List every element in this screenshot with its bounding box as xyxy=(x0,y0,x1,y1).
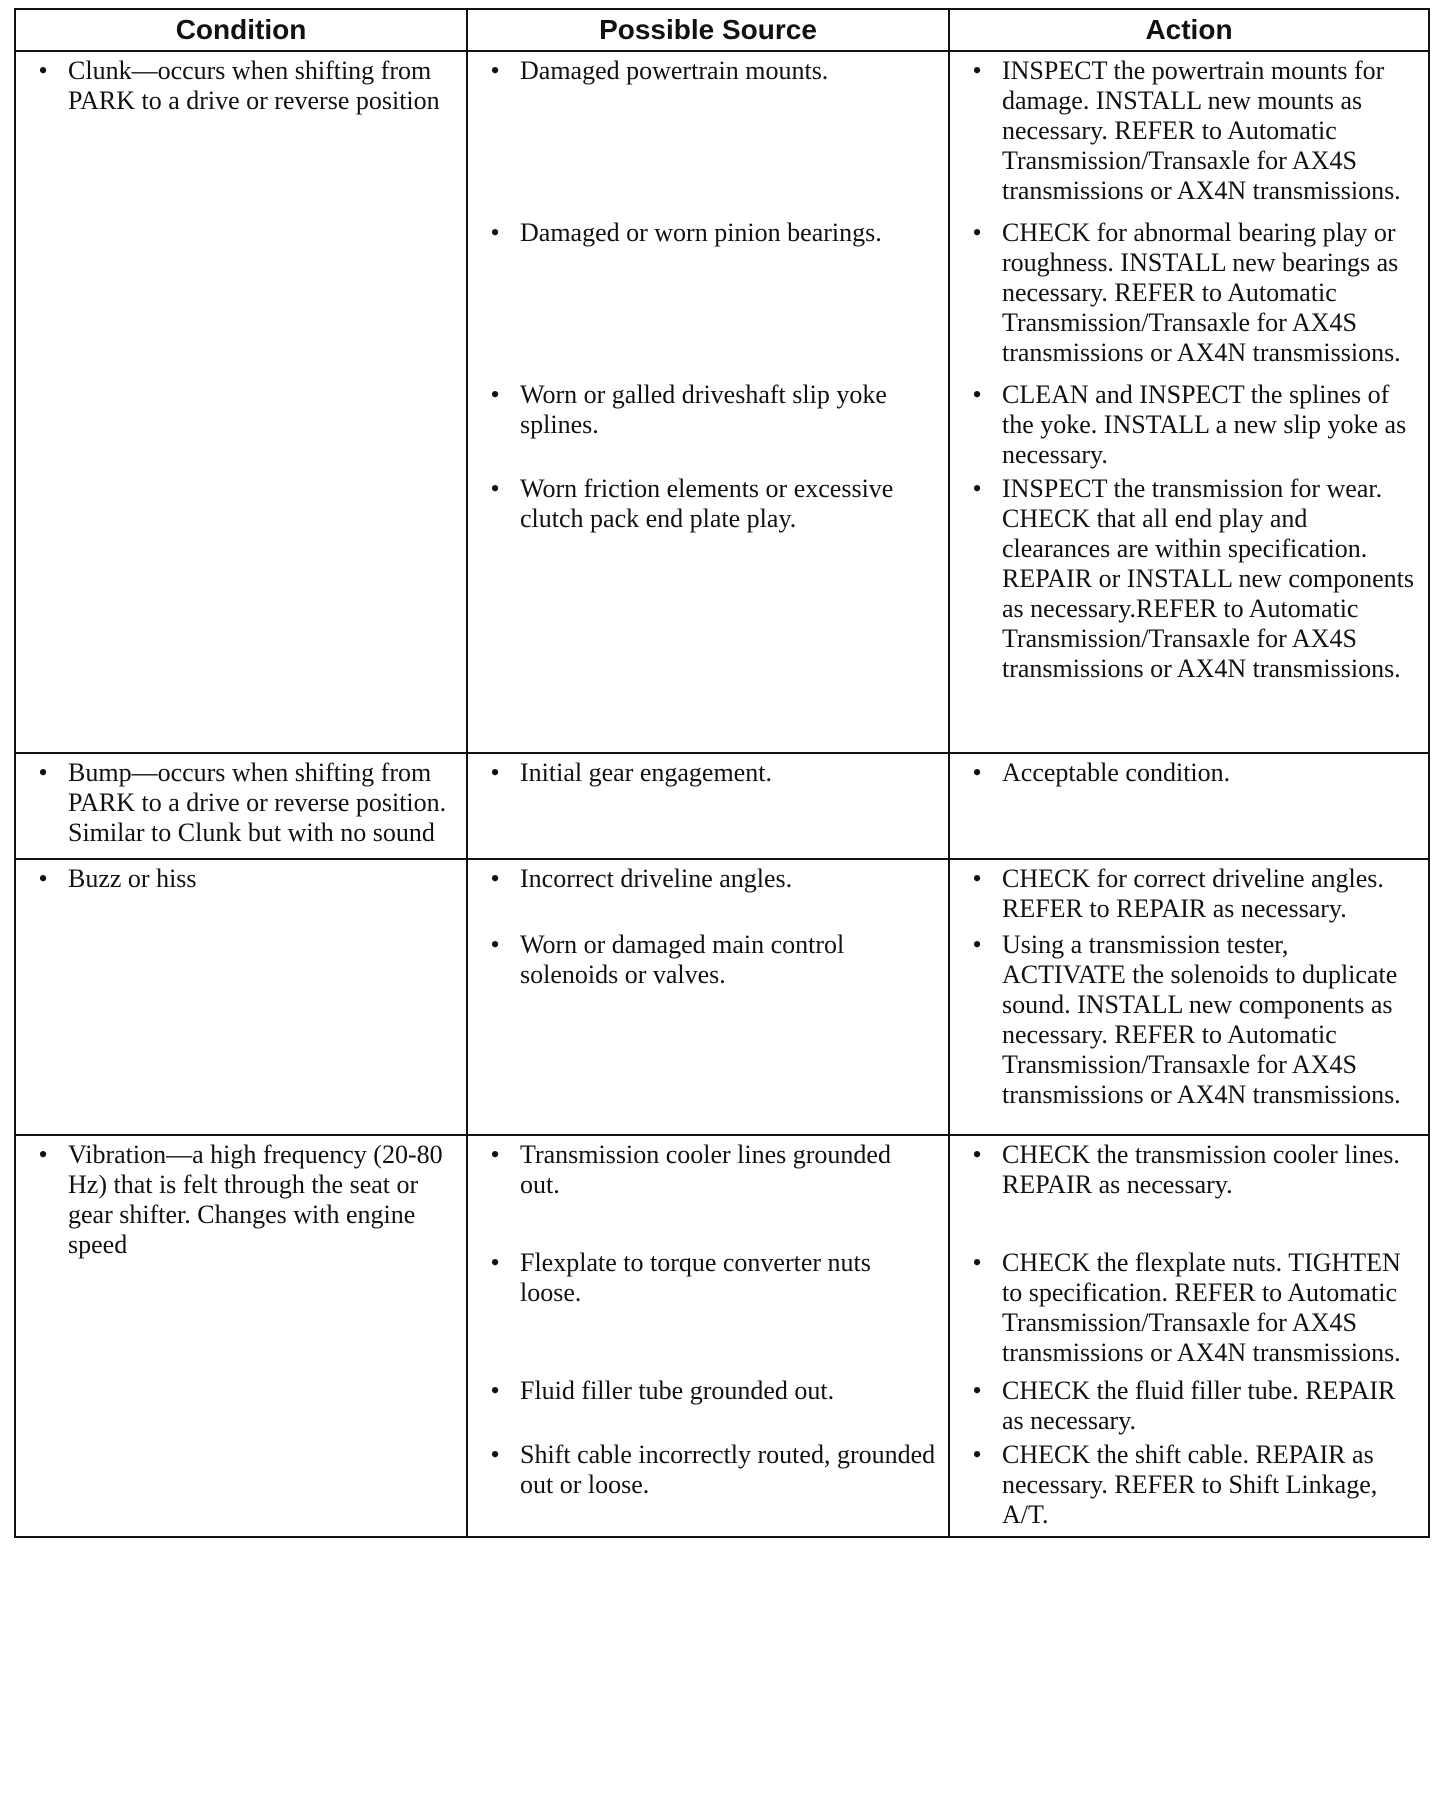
source-entry-text: Incorrect driveline angles. xyxy=(520,864,793,893)
source-entry-text: Fluid filler tube grounded out. xyxy=(520,1376,835,1405)
action-entry-text: CHECK the flexplate nuts. TIGHTEN to specification. REFER to Automatic Transmission/Transaxle for AX4S transmissions or AX4N transmissions. xyxy=(1002,1248,1401,1367)
table-row xyxy=(15,859,1429,1135)
action-entry-text: INSPECT the transmission for wear. CHECK that all end play and clearances are within specification. REPAIR or INSTALL new components as necessary.REFER to Automatic Transmission/Transaxle for AX4S transmissions or AX4N transmissions. xyxy=(1002,474,1414,683)
bullet-mark: • xyxy=(972,1376,982,1405)
action-entry-text: CLEAN and INSPECT the splines of the yoke. INSTALL a new slip yoke as necessary. xyxy=(1002,380,1407,469)
source-entry xyxy=(480,1140,936,1200)
action-entry xyxy=(962,474,1416,684)
source-entry xyxy=(480,218,936,248)
source-entry xyxy=(480,1248,936,1308)
bullet-mark: • xyxy=(490,864,500,893)
action-entry xyxy=(962,218,1416,368)
source-cell xyxy=(467,753,949,859)
header-condition: Condition xyxy=(15,9,467,51)
action-entry-text: CHECK the transmission cooler lines. REPAIR as necessary. xyxy=(1002,1140,1400,1199)
action-entry xyxy=(962,380,1416,470)
diagnosis-table xyxy=(14,8,1430,1538)
source-entry xyxy=(480,380,936,440)
bullet-mark: • xyxy=(490,758,500,787)
action-entry-text: Acceptable condition. xyxy=(1002,758,1231,787)
action-entry xyxy=(962,758,1416,788)
table-row xyxy=(15,51,1429,753)
bullet-mark: • xyxy=(490,56,500,85)
action-entry xyxy=(962,1140,1416,1200)
condition-cell xyxy=(15,753,467,859)
bullet-mark: • xyxy=(972,218,982,247)
source-cell xyxy=(467,51,949,753)
bullet-mark: • xyxy=(972,758,982,787)
bullet-mark: • xyxy=(490,1248,500,1277)
action-entry-text: CHECK the fluid filler tube. REPAIR as necessary. xyxy=(1002,1376,1396,1435)
action-cell xyxy=(949,1135,1429,1537)
action-entry xyxy=(962,56,1416,206)
header-possible-source: Possible Source xyxy=(467,9,949,51)
action-cell xyxy=(949,859,1429,1135)
bullet-mark: • xyxy=(972,930,982,959)
action-entry-text: CHECK the shift cable. REPAIR as necessary. REFER to Shift Linkage, A/T. xyxy=(1002,1440,1378,1529)
table-row xyxy=(15,1135,1429,1537)
source-entry-text: Worn or damaged main control solenoids or valves. xyxy=(520,930,845,989)
source-entry-text: Damaged or worn pinion bearings. xyxy=(520,218,882,247)
table-row xyxy=(15,753,1429,859)
bullet-mark: • xyxy=(38,864,48,893)
source-entry-text: Damaged powertrain mounts. xyxy=(520,56,829,85)
action-cell xyxy=(949,51,1429,753)
source-cell xyxy=(467,1135,949,1537)
source-entry-text: Shift cable incorrectly routed, grounded out or loose. xyxy=(520,1440,936,1499)
bullet-mark: • xyxy=(490,1376,500,1405)
source-entry-text: Worn or galled driveshaft slip yoke splines. xyxy=(520,380,887,439)
condition-entry-text: Buzz or hiss xyxy=(68,864,197,893)
bullet-mark: • xyxy=(38,56,48,85)
action-entry-text: CHECK for correct driveline angles. REFER to REPAIR as necessary. xyxy=(1002,864,1384,923)
condition-entry-text: Bump—occurs when shifting from PARK to a drive or reverse position. Similar to Clunk but with no sound xyxy=(68,758,447,847)
condition-entry xyxy=(28,1140,454,1260)
action-entry-text: INSPECT the powertrain mounts for damage. INSTALL new mounts as necessary. REFER to Automatic Transmission/Transaxle for AX4S transmissions or AX4N transmissions. xyxy=(1002,56,1401,205)
condition-entry xyxy=(28,758,454,848)
bullet-mark: • xyxy=(972,380,982,409)
action-entry-text: CHECK for abnormal bearing play or roughness. INSTALL new bearings as necessary. REFER to Automatic Transmission/Transaxle for AX4S transmissions or AX4N transmissions. xyxy=(1002,218,1401,367)
action-entry-text: Using a transmission tester, ACTIVATE the solenoids to duplicate sound. INSTALL new components as necessary. REFER to Automatic Transmission/Transaxle for AX4S transmissions or AX4N transmissions. xyxy=(1002,930,1401,1109)
condition-cell xyxy=(15,1135,467,1537)
source-cell xyxy=(467,859,949,1135)
source-entry-text: Transmission cooler lines grounded out. xyxy=(520,1140,891,1199)
condition-cell xyxy=(15,51,467,753)
source-entry xyxy=(480,1376,936,1406)
bullet-mark: • xyxy=(38,1140,48,1169)
source-entry-text: Initial gear engagement. xyxy=(520,758,772,787)
condition-entry xyxy=(28,864,454,894)
bullet-mark: • xyxy=(38,758,48,787)
action-entry xyxy=(962,864,1416,924)
source-entry xyxy=(480,864,936,894)
source-entry xyxy=(480,1440,936,1500)
bullet-mark: • xyxy=(490,218,500,247)
header-row xyxy=(15,9,1429,51)
bullet-mark: • xyxy=(972,474,982,503)
source-entry-text: Flexplate to torque converter nuts loose. xyxy=(520,1248,871,1307)
bullet-mark: • xyxy=(972,1140,982,1169)
condition-entry-text: Clunk—occurs when shifting from PARK to a drive or reverse position xyxy=(68,56,440,115)
action-entry xyxy=(962,1440,1416,1530)
source-entry xyxy=(480,930,936,990)
bullet-mark: • xyxy=(972,1440,982,1469)
source-entry xyxy=(480,474,936,534)
bullet-mark: • xyxy=(972,1248,982,1277)
condition-entry-text: Vibration—a high frequency (20-80 Hz) that is felt through the seat or gear shifter. Changes with engine speed xyxy=(68,1140,443,1259)
action-entry xyxy=(962,1248,1416,1368)
bullet-mark: • xyxy=(490,474,500,503)
bullet-mark: • xyxy=(490,930,500,959)
header-action: Action xyxy=(949,9,1429,51)
source-entry xyxy=(480,758,936,788)
table-body xyxy=(15,51,1429,1537)
bullet-mark: • xyxy=(490,1440,500,1469)
action-entry xyxy=(962,1376,1416,1436)
source-entry xyxy=(480,56,936,86)
bullet-mark: • xyxy=(490,380,500,409)
source-entry-text: Worn friction elements or excessive clutch pack end plate play. xyxy=(520,474,894,533)
action-entry xyxy=(962,930,1416,1110)
bullet-mark: • xyxy=(490,1140,500,1169)
action-cell xyxy=(949,753,1429,859)
bullet-mark: • xyxy=(972,56,982,85)
bullet-mark: • xyxy=(972,864,982,893)
condition-entry xyxy=(28,56,454,116)
condition-cell xyxy=(15,859,467,1135)
